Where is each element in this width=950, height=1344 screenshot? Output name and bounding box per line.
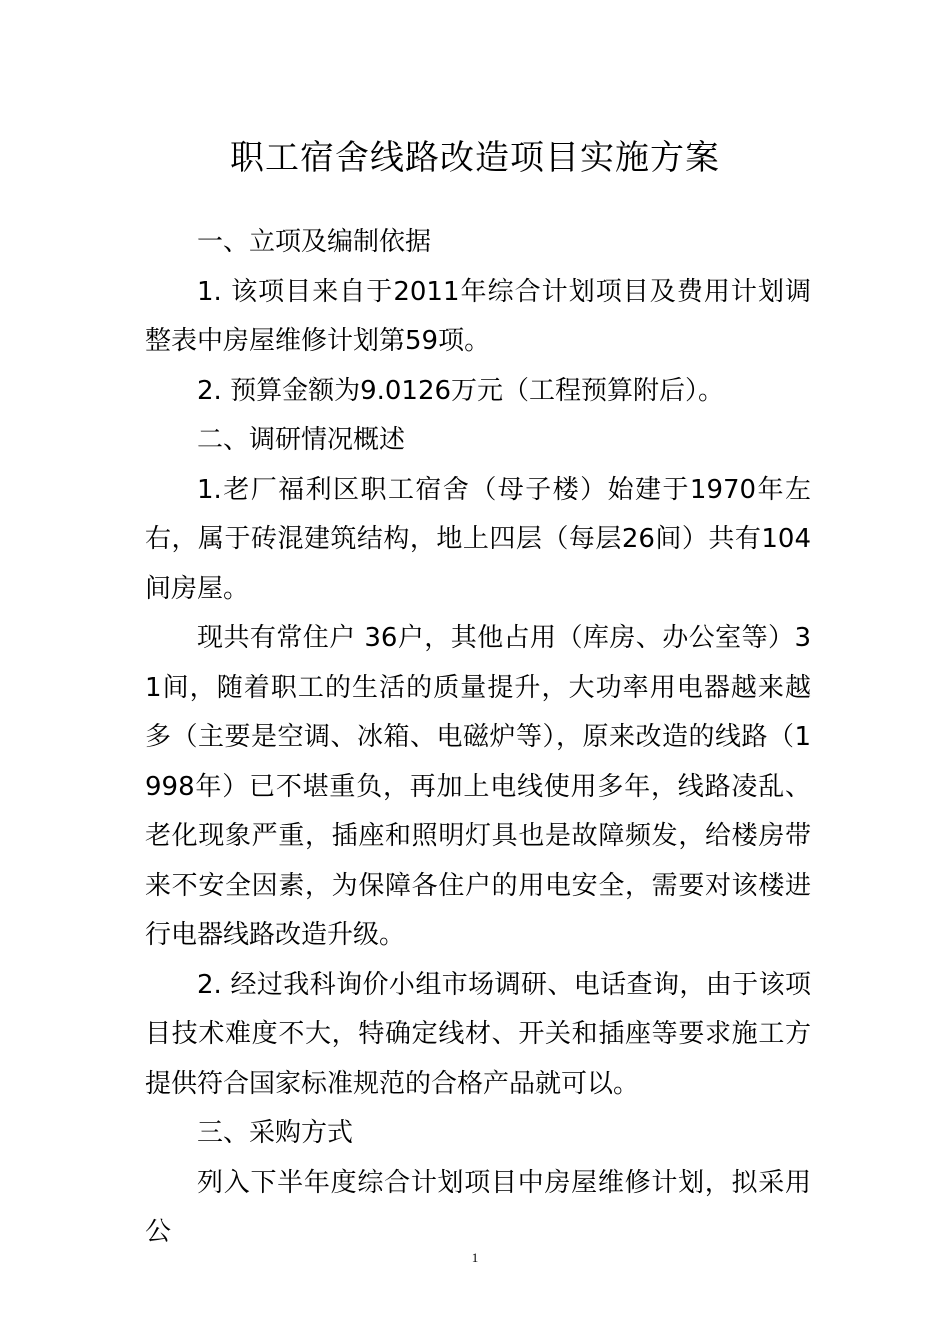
paragraph-3: 1.老厂福利区职工宿舍（母子楼）始建于1970年左右，属于砖混建筑结构，地上四层（每层26间）共有104间房屋。 — [145, 474, 811, 604]
paragraph-2: 2. 预算金额为9.0126万元（工程预算附后）。 — [197, 375, 725, 406]
document-body — [145, 218, 811, 1258]
paragraph-1: 1. 该项目来自于2011年综合计划项目及费用计划调整表中房屋维修计划第59项。 — [145, 276, 811, 356]
section-heading-2: 二、调研情况概述 — [197, 425, 406, 455]
page-number: 1 — [471, 1250, 479, 1265]
paragraph-6: 列入下半年度综合计划项目中房屋维修计划，拟采用公 — [145, 1167, 811, 1247]
section-heading-3: 三、采购方式 — [197, 1118, 354, 1148]
paragraph-4: 现共有常住户 36户，其他占用（库房、办公室等）31间，随着职工的生活的质量提升，大功率用电器越来越多（主要是空调、冰箱、电磁炉等），原来改造的线路（1998年）已不堪重负，再加上电线使用多年，线路凌乱、老化现象严重，插座和照明灯具也是故障频发，给楼房带来不安全因素，为保障各住户的用电安全，需要对该楼进行电器线路改造升级。 — [145, 623, 811, 950]
section-heading-1: 一、立项及编制依据 — [197, 227, 432, 257]
paragraph-5: 2. 经过我科询价小组市场调研、电话查询，由于该项目技术难度不大，特确定线材、开关和插座等要求施工方提供符合国家标准规范的合格产品就可以。 — [145, 969, 811, 1099]
document-title: 职工宿舍线路改造项目实施方案 — [230, 138, 720, 178]
